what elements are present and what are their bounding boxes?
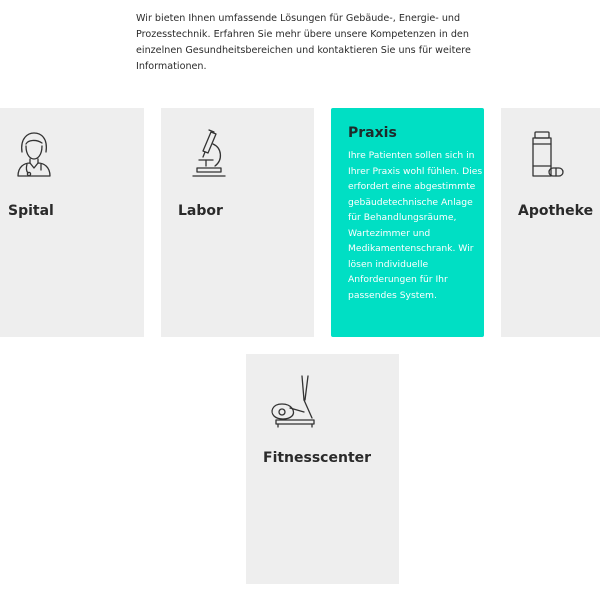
card-title-labor: Labor xyxy=(178,203,223,219)
card-description-praxis: Ihre Patienten sollen sich in Ihrer Praxis wohl fühlen. Dies erfordert eine abgestimmte gebäudetechnische Anlage für Behandlungsräume, Wartezimmer und Medikamentenschrank. Wir lösen individuelle Anforderungen für Ihr passendes System. xyxy=(348,150,483,301)
card-title-fitnesscenter: Fitnesscenter xyxy=(263,450,372,466)
card-title-spital: Spital xyxy=(8,203,54,219)
doctor-icon xyxy=(14,130,54,180)
card-fitnesscenter[interactable] xyxy=(246,354,399,584)
card-spital[interactable] xyxy=(0,108,144,337)
intro-text: Wir bieten Ihnen umfassende Lösungen für Gebäude-, Energie- und Prozesstechnik. Erfahren Sie mehr übere unsere Kompetenzen in den einzelnen Gesundheitsbereichen und kontaktieren Sie uns für weitere Informationen. xyxy=(136,13,471,72)
card-apotheke[interactable] xyxy=(501,108,600,337)
medicine-bottle-icon xyxy=(527,130,569,180)
card-title-praxis: Praxis xyxy=(348,125,397,141)
card-labor[interactable] xyxy=(161,108,314,337)
microscope-icon xyxy=(189,128,229,180)
card-title-apotheke: Apotheke xyxy=(518,203,594,219)
card-praxis[interactable] xyxy=(331,108,484,337)
elliptical-trainer-icon xyxy=(268,374,320,430)
